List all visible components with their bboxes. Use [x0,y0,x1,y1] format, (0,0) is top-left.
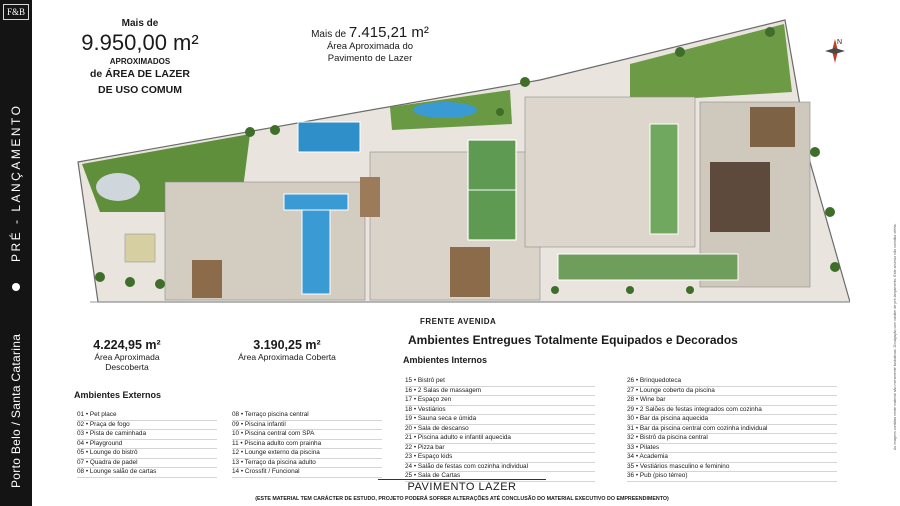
svg-text:N: N [837,39,843,46]
list-item: 24 • Salão de festas com cozinha individual [405,463,595,473]
list-item: 03 • Pista de caminhada [77,430,217,440]
covered-area-value: 3.190,25 m² [253,338,321,352]
covered-area-label: Área Aproximada Coberta [238,352,336,362]
uncovered-area [72,338,182,372]
list-item: 02 • Praça de fogo [77,421,217,431]
pool-crossbar [284,194,348,210]
floor-area-prefix: Mais de [311,29,347,40]
uncovered-area-value: 4.224,95 m² [93,338,161,352]
prelaunch-label: PRÉ - LANÇAMENTO [9,103,23,262]
list-item: 08 • Terraço piscina central [232,411,382,421]
location-label: Porto Belo / Santa Catarina [9,333,23,488]
pool-top [298,122,360,152]
list-item: 18 • Vestiários [405,406,595,416]
external-title: Ambientes Externos [74,390,162,400]
list-item: 29 • 2 Salões de festas integrados com cozinha [627,406,837,416]
pet-place [96,173,140,201]
list-item: 21 • Piscina adulto e infantil aquecida [405,434,595,444]
list-item: 25 • Sala de Cartas [405,472,595,482]
legal-disclaimer: As imagens contidas neste material são meramente ilustrativas. Divulgação com caráter de pré-lançamento. Este anúncio não constitui oferta. [893,223,897,450]
list-item: 35 • Vestiários masculino e feminino [627,463,837,473]
street-label: FRENTE AVENIDA [420,317,497,326]
headline-value: 9.950,00 m² [81,30,199,55]
floor-area-headline [290,24,450,65]
list-item: 15 • Bistrô pet [405,377,595,387]
headline-approx: APROXIMADOS [109,57,171,66]
list-item: 28 • Wine bar [627,396,837,406]
deck-4 [710,162,770,232]
delivered-title: Ambientes Entregues Totalmente Equipados e Decorados [408,333,738,347]
leisure-area-headline [60,18,220,98]
bullet-dot [12,283,20,291]
deck-3 [450,247,490,297]
brand-logo: F&B [3,4,29,20]
headline-line4: DE USO COMUM [98,84,182,96]
list-item: 20 • Sala de descanso [405,425,595,435]
list-item: 11 • Piscina adulto com prainha [232,440,382,450]
list-item: 27 • Lounge coberto da piscina [627,387,837,397]
covered-area [232,338,342,362]
list-item: 17 • Espaço zen [405,396,595,406]
footer-title: PAVIMENTO LAZER [378,479,547,493]
list-item: 31 • Bar da piscina central com cozinha individual [627,425,837,435]
list-item: 14 • Crossfit / Funcional [232,468,382,478]
deck-5 [750,107,795,147]
list-item: 05 • Lounge do bistrô [77,449,217,459]
list-item: 07 • Quadra de padel [77,459,217,469]
list-item: 33 • Pilates [627,444,837,454]
footer [32,477,892,502]
compass-rose-icon [822,36,848,66]
uncovered-area-label: Área Aproximada Descoberta [94,352,160,372]
fire-pit-square [125,234,155,262]
deck-2 [360,177,380,217]
internal-title: Ambientes Internos [403,355,488,365]
external-list-col1 [77,411,217,478]
floor-area-line2: Pavimento de Lazer [327,53,413,64]
footer-note: (ESTE MATERIAL TEM CARÁCTER DE ESTUDO, PROJETO PODERÁ SOFRER ALTERAÇÕES ATÉ CONCLUSÃO DO MATERIAL EXECUTIVO DO EMPREENDIMENTO) [255,496,669,502]
list-item: 01 • Pet place [77,411,217,421]
headline-prefix: Mais de [121,18,159,29]
list-item: 08 • Lounge salão de cartas [77,468,217,478]
external-list-col2 [232,411,382,478]
list-item: 32 • Bistrô da piscina central [627,434,837,444]
padel-court [650,124,678,234]
internal-list-col1 [405,377,595,482]
list-item: 30 • Bar da piscina aquecida [627,415,837,425]
list-item: 22 • Pizza bar [405,444,595,454]
list-item: 36 • Pub (piso térreo) [627,472,837,482]
floor-area-line1: Área Aproximada do [326,41,414,52]
list-item: 26 • Brinquedoteca [627,377,837,387]
list-item: 13 • Terraço da piscina adulto [232,459,382,469]
floor-area-value: 7.415,21 m² [348,24,429,41]
list-item: 12 • Lounge externo da piscina [232,449,382,459]
headline-line3: de ÁREA DE LAZER [90,68,190,80]
pool-right [558,254,738,280]
internal-list-col2 [627,377,837,482]
pool-small [413,102,477,118]
list-item: 10 • Piscina central com SPA [232,430,382,440]
list-item: 23 • Espaço kids [405,453,595,463]
list-item: 19 • Sauna seca e úmida [405,415,595,425]
left-sidebar [0,0,32,506]
list-item: 09 • Piscina infantil [232,421,382,431]
deck-1 [192,260,222,298]
list-item: 34 • Academia [627,453,837,463]
list-item: 16 • 2 Salas de massagem [405,387,595,397]
list-item: 04 • Playground [77,440,217,450]
